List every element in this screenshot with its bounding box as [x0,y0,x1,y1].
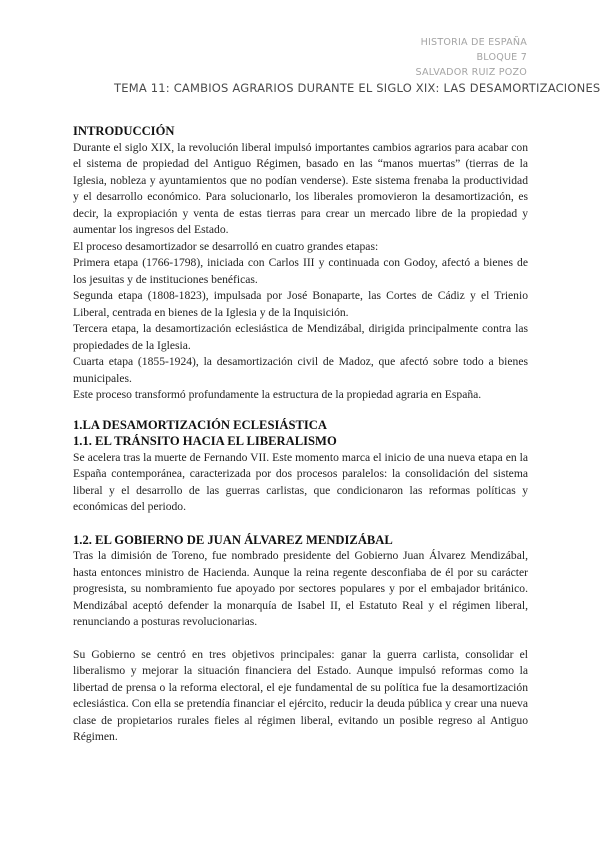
intro-conclusion: Este proceso transformó profundamente la estructura de la propiedad agraria en España. [73,388,482,401]
section-1-1-paragraph: Se acelera tras la muerte de Fernando VII. Este momento marca el inicio de una nueva etapa en la España contemporánea, caracterizada por dos procesos paralelos: la consolidación del sistema liberal y el desarrollo de las guerras carlistas, que condicionaron las reformas políticas y económicas del periodo. [73,450,528,513]
document-title: TEMA 11: CAMBIOS AGRARIOS DURANTE EL SIGLO XIX: LAS DESAMORTIZACIONES [114,81,600,95]
section-1-2-paragraph-2: Su Gobierno se centró en tres objetivos principales: ganar la guerra carlista, consolidar el liberalismo y mejorar la situación financiera del Estado. Aunque impulsó reformas como la libertad de prensa o la reforma electoral, el eje fundamental de su política fue la desamortización eclesiástica. Con ella se pretendía financiar el ejército, reducir la deuda pública y crear una nueva clase de propietarios rurales fieles al régimen liberal, evitando un posible regreso al Antiguo Régimen. [73,647,528,743]
intro-stage-3: Tercera etapa, la desamortización eclesiástica de Mendizábal, dirigida principalmente contra las propiedades de la Iglesia. [73,322,528,352]
section-1-1-heading: 1.1. EL TRÁNSITO HACIA EL LIBERALISMO [73,434,337,448]
intro-paragraph-2: El proceso desamortizador se desarrolló en cuatro grandes etapas: [73,239,379,253]
header-subject: HISTORIA DE ESPAÑA [420,37,527,48]
intro-paragraph-1: Durante el siglo XIX, la revolución liberal impulsó importantes cambios agrarios para acabar con el sistema de propiedad del Antiguo Régimen, basado en las “manos muertas” (tierras de la Iglesia, nobleza y ayuntamientos que no podían venderse). Este sistema frenaba la productividad y el desarrollo económico. Para solucionarlo, los liberales promovieron la desamortización, es decir, la expropiación y venta de estas tierras para crear un mercado libre de la propiedad y aumentar los ingresos del Estado. [73,140,528,236]
section-1-2-paragraph-1: Tras la dimisión de Toreno, fue nombrado presidente del Gobierno Juan Álvarez Mendizábal, hasta entonces ministro de Hacienda. Aunque la reina regente desconfiaba de él por su carácter progresista, su nombramiento fue apoyado por sectores populares y por el embajador británico. Mendizábal aceptó defender la monarquía de Isabel II, el Estatuto Real y el régimen liberal, renunciando a posturas revolucionarias. [73,549,528,628]
intro-stage-1: Primera etapa (1766-1798), iniciada con Carlos III y continuada con Godoy, afectó a bienes de los jesuitas y de instituciones benéficas. [73,256,528,286]
page-header [416,35,528,80]
section-1-heading: 1.LA DESAMORTIZACIÓN ECLESIÁSTICA [73,417,327,432]
header-block: BLOQUE 7 [476,52,527,63]
header-author: SALVADOR RUIZ POZO [415,67,527,78]
document-body [73,123,528,746]
intro-heading: INTRODUCCIÓN [73,124,175,138]
intro-stage-4: Cuarta etapa (1855-1924), la desamortización civil de Madoz, que afectó sobre todo a bienes municipales. [73,355,528,385]
intro-stage-2: Segunda etapa (1808-1823), impulsada por José Bonaparte, las Cortes de Cádiz y el Trienio Liberal, centrada en bienes de la Iglesia y de la Inquisición. [73,289,528,319]
section-1-2-heading: 1.2. EL GOBIERNO DE JUAN ÁLVAREZ MENDIZÁBAL [73,532,393,547]
